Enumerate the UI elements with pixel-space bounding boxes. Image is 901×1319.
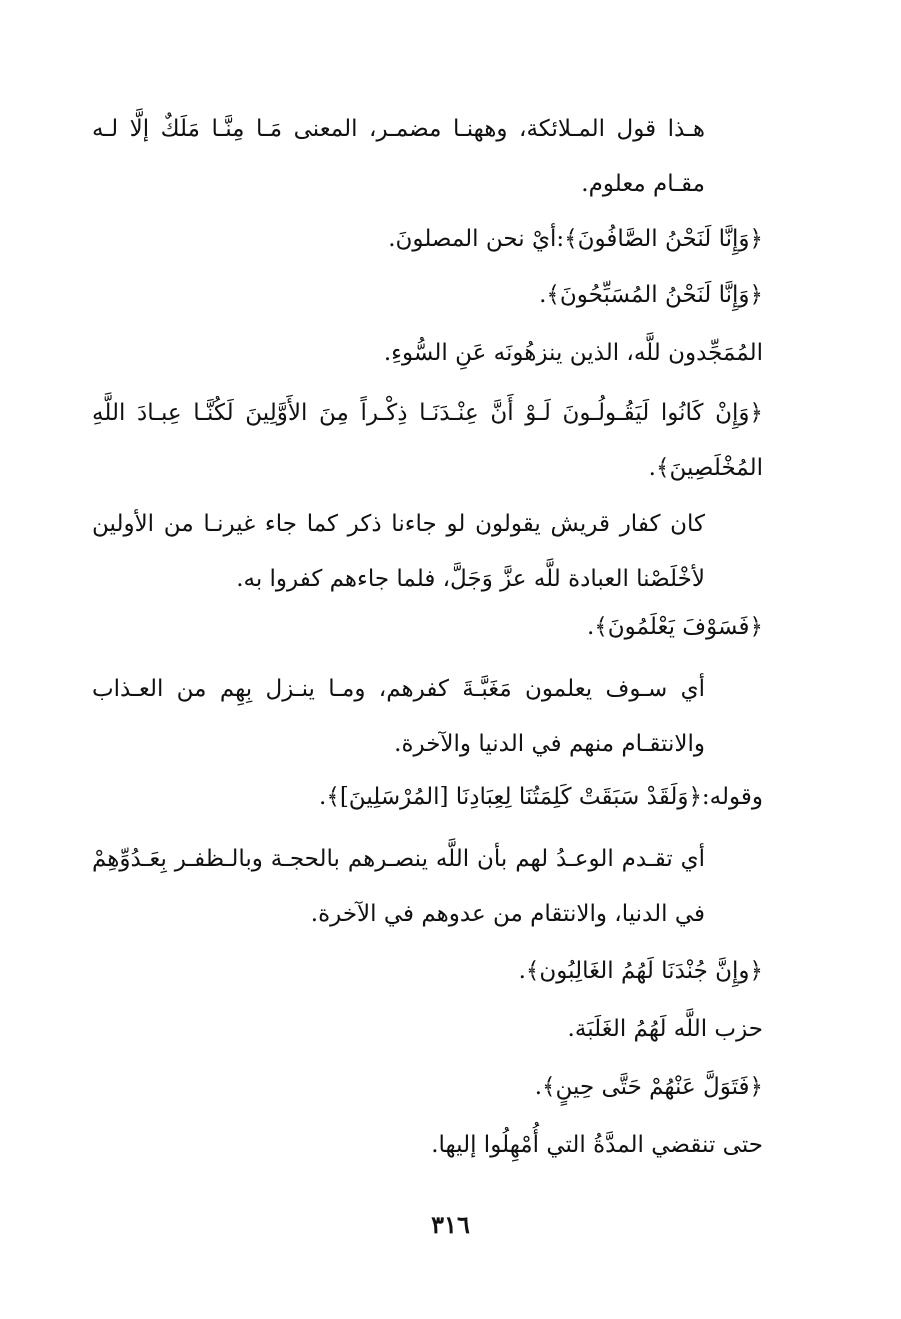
paragraph-14: حتى تنقضي المدَّةُ التي أُمْهِلُوا إليها. bbox=[431, 1132, 763, 1158]
page-number: ٣١٦ bbox=[431, 1210, 470, 1239]
paragraph-3: ﴿وَإِنَّا لَنَحْنُ المُسَبِّحُونَ﴾. bbox=[539, 282, 763, 308]
paragraph-6: كان كفار قريش يقولون لو جاءنا ذكر كما جاء غيرنـا من الأولين لأخْلَصْنا العبادة للَّه عزَّ وَجَلَّ، فلما جاءهم كفروا به. bbox=[92, 511, 705, 592]
paragraph-5: ﴿وَإِنْ كَانُوا لَيَقُـولُـونَ لَـوْ أَنَّ عِنْـدَنَـا ذِكْـراً مِنَ الأَوَّلِينَ لَكُنَّـا عِبـادَ اللَّهِ المُخْلَصِينَ﴾. bbox=[92, 400, 763, 481]
paragraph-1: هـذا قول المـلائكة، وههنـا مضمـر، المعنى مَـا مِنَّـا مَلَكٌ إلَّا لـه مقـام معلوم. bbox=[92, 116, 705, 197]
paragraph-12: حزب اللَّه لَهُمُ الغَلَبَة. bbox=[567, 1016, 763, 1042]
paragraph-11: ﴿وإِنَّ جُنْدَنَا لَهُمُ الغَالِبُون﴾. bbox=[518, 958, 763, 984]
paragraph-13: ﴿فَتَوَلَّ عَنْهُمْ حَتَّى حِينٍ﴾. bbox=[534, 1074, 763, 1100]
paragraph-4: المُمَجِّدون للَّه، الذين ينزهُونَه عَنِ السُّوءِ. bbox=[383, 340, 763, 366]
paragraph-7: ﴿فَسَوْفَ يَعْلَمُونَ﴾. bbox=[587, 614, 763, 640]
paragraph-10: أي تقـدم الوعـدُ لهم بأن اللَّه ينصـرهم بالحجـة وبالـظفـر بِعَـدُوِّهِمْ في الدنيا، والانتقام من عدوهم في الآخرة. bbox=[92, 846, 705, 927]
paragraph-2: ﴿وَإِنَّا لَنَحْنُ الصَّافُونَ﴾:أيْ نحن المصلونَ. bbox=[388, 226, 763, 252]
paragraph-8: أي سـوف يعلمون مَغَبَّـةَ كفرهم، ومـا ينـزل بِهِم من العـذاب والانتقـام منهم في الدنيا والآخرة. bbox=[92, 676, 705, 757]
paragraph-9: وقوله:﴿وَلَقَدْ سَبَقَتْ كَلِمَتُنَا لِعِبَادِنَا [المُرْسَلِينَ]﴾. bbox=[319, 784, 763, 810]
